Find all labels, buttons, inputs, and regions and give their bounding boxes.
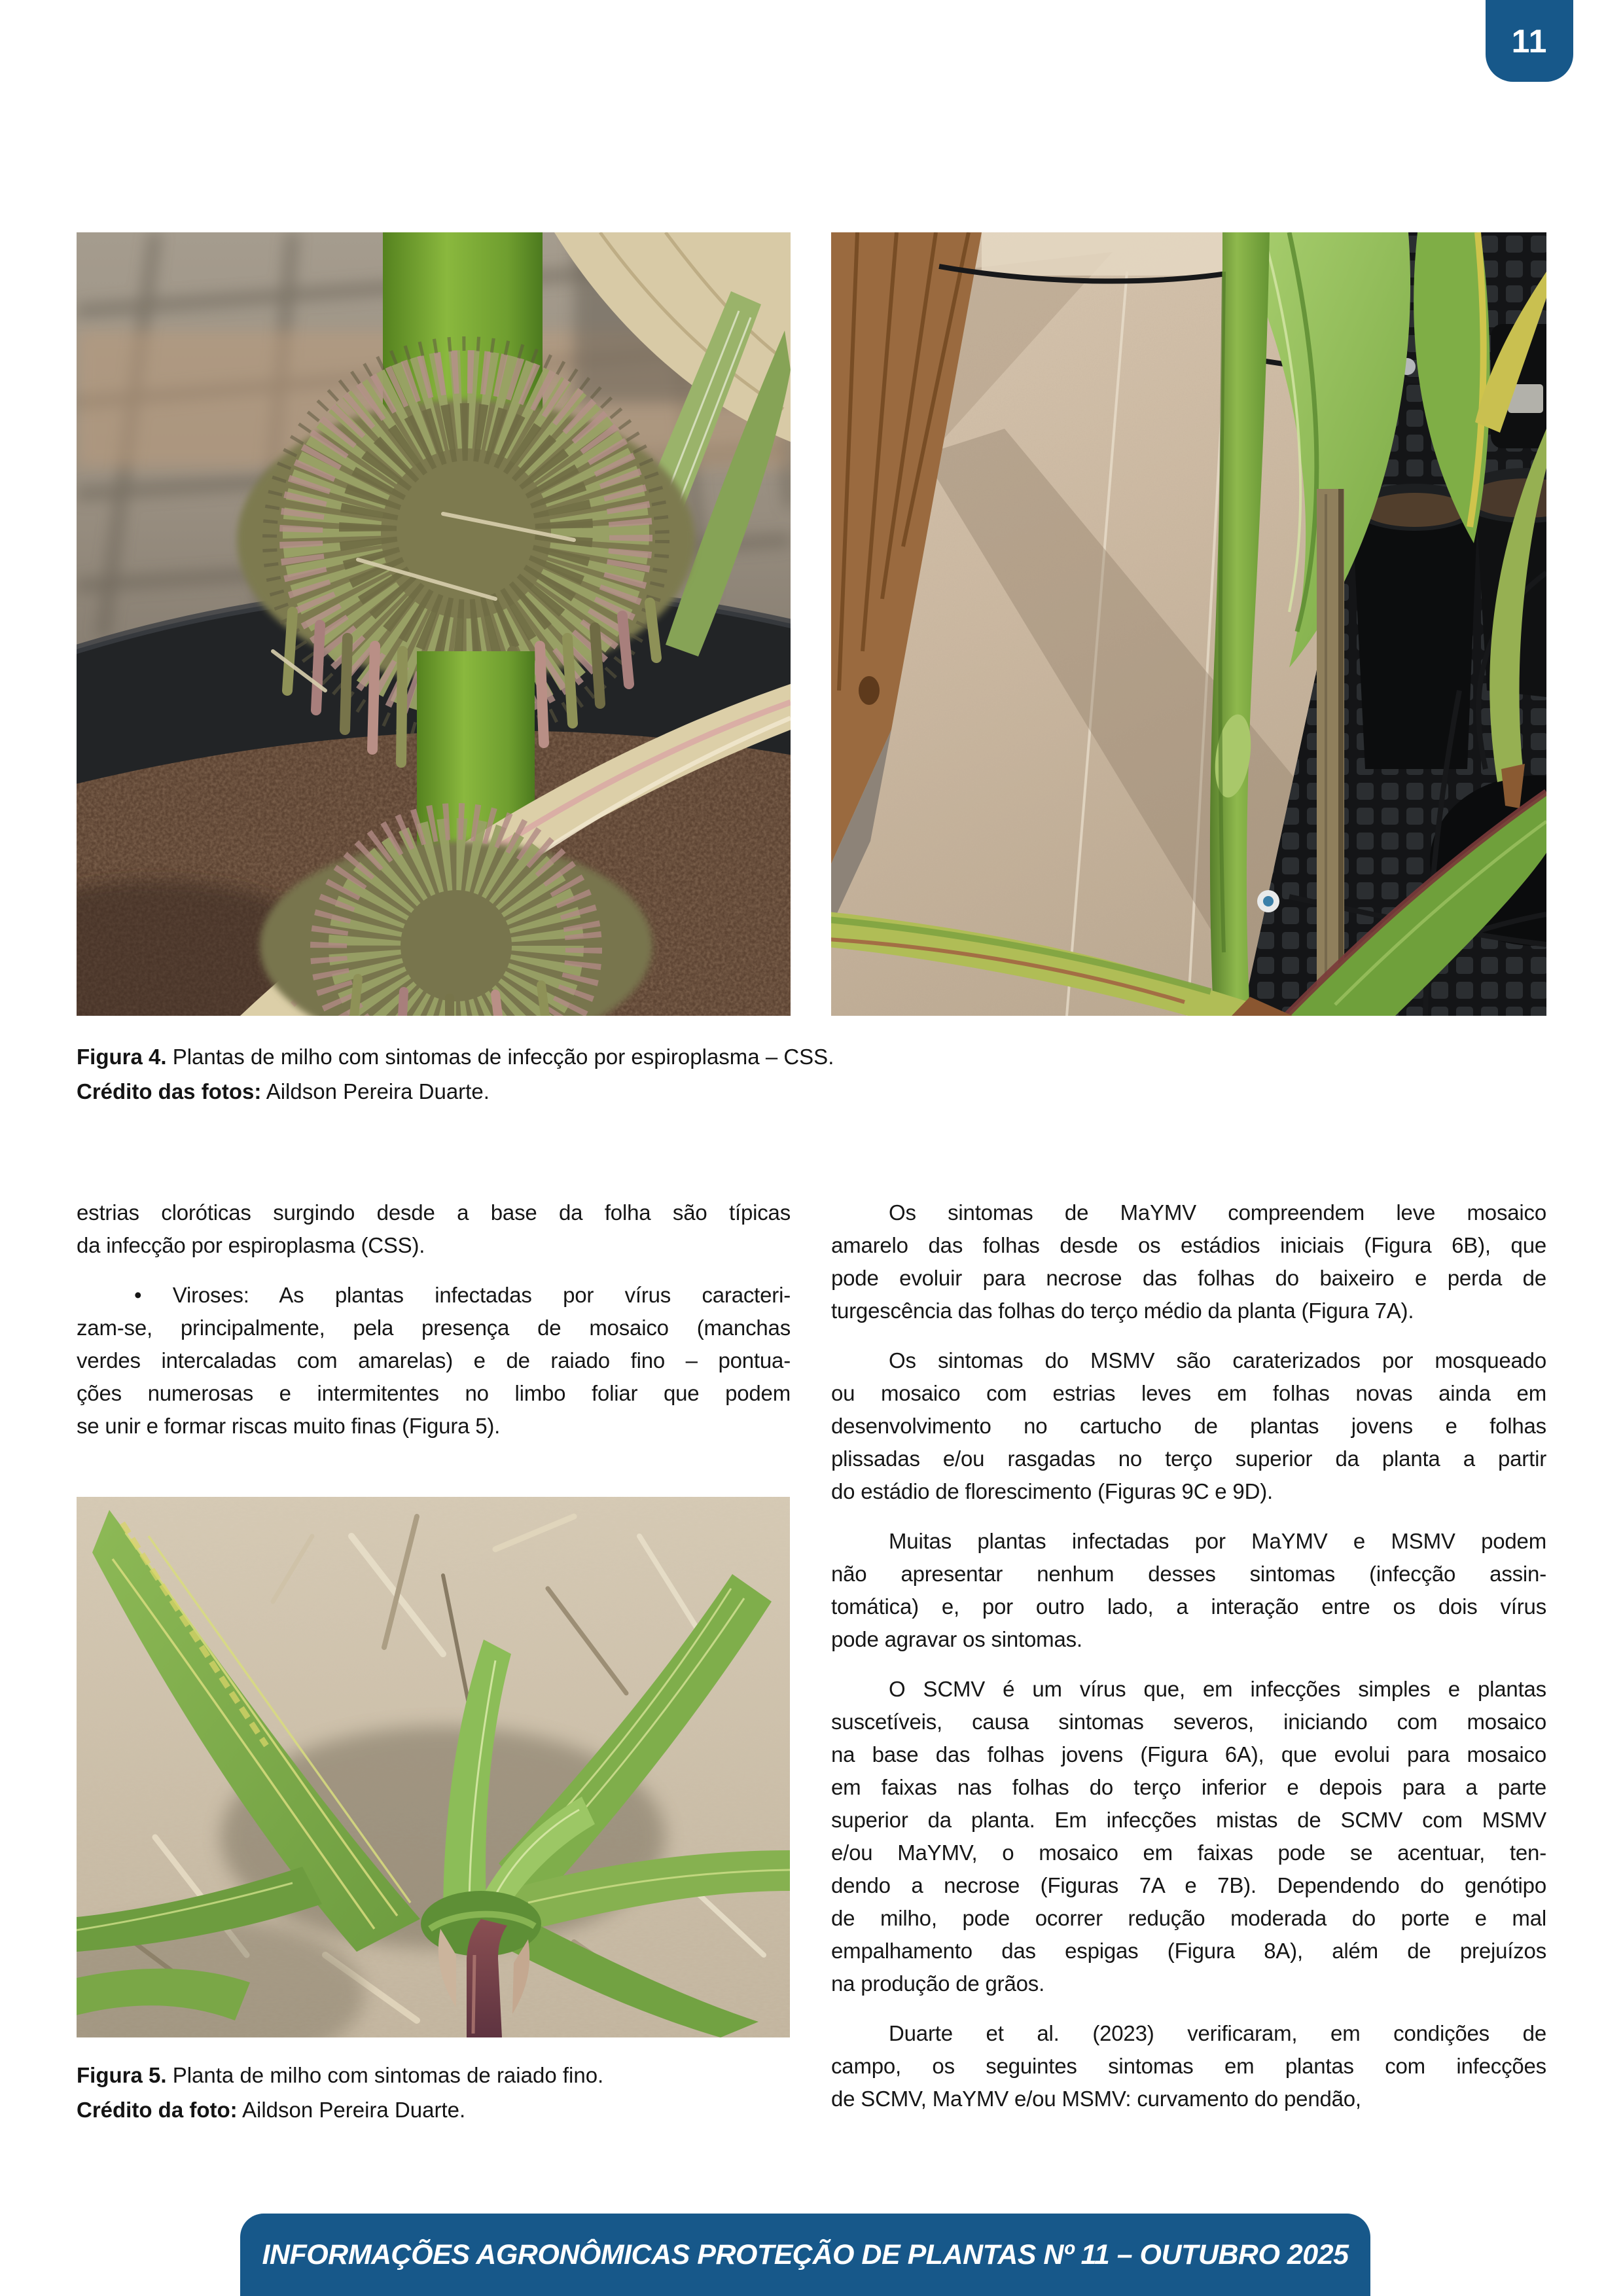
corn-stalk-galls-illustration [77, 232, 791, 1016]
paragraph [831, 1196, 1546, 1327]
text-line: ções numerosas e intermitentes no limbo foliar que podem [77, 1381, 791, 1405]
figure4-photo-left [77, 232, 791, 1016]
left-text-column [77, 1196, 791, 1443]
figure5-caption [77, 2058, 1546, 2127]
figure5-label: Figura 5. [77, 2063, 167, 2087]
paragraph [831, 1525, 1546, 1656]
text-line: na base das folhas jovens (Figura 6A), que evolui para mosaico [831, 1742, 1546, 1767]
figure4-label: Figura 4. [77, 1045, 167, 1069]
text-line: Os sintomas do MSMV são caraterizados por mosqueado [889, 1348, 1546, 1372]
paragraph [77, 1196, 791, 1262]
paragraph [831, 1344, 1546, 1508]
text-line: O SCMV é um vírus que, em infecções simples e plantas [889, 1677, 1546, 1701]
right-text-column [831, 1196, 1546, 2115]
text-line: suscetíveis, causa sintomas severos, iniciando com mosaico [831, 1710, 1546, 1734]
text-line: e/ou MaYMV, o mosaico em faixas pode se acentuar, ten- [831, 1840, 1546, 1865]
figure4-caption-line: Figura 4. Plantas de milho com sintomas de infecção por espiroplasma – CSS. [77, 1045, 834, 1069]
text-line: se unir e formar riscas muito finas (Figura 5). [77, 1414, 501, 1438]
text-line: desenvolvimento no cartucho de plantas jovens e folhas [831, 1414, 1546, 1438]
text-line: de SCMV, MaYMV e/ou MSMV: curvamento do pendão, [831, 2087, 1361, 2111]
text-line: não apresentar nenhum desses sintomas (infecção assin- [831, 1562, 1546, 1586]
text-line: Duarte et al. (2023) verificaram, em condições de [889, 2021, 1546, 2045]
figure4-photo-right [831, 232, 1546, 1016]
text-line: Muitas plantas infectadas por MaYMV e MSMV podem [889, 1529, 1546, 1553]
greenhouse-bench-illustration [831, 232, 1546, 1016]
text-line: na produção de grãos. [831, 1971, 1045, 1996]
page-number-badge [1486, 0, 1573, 82]
text-line: empalhamento das espigas (Figura 8A), além de prejuízos [831, 1939, 1546, 1963]
figure5-photo [77, 1497, 790, 2037]
text-line: da infecção por espiroplasma (CSS). [77, 1233, 425, 1257]
text-line: superior da planta. Em infecções mistas de SCMV com MSMV [831, 1808, 1546, 1832]
page-number: 11 [1511, 22, 1548, 60]
text-line: turgescência das folhas do terço médio da planta (Figura 7A). [831, 1299, 1414, 1323]
text-line: amarelo das folhas desde os estádios iniciais (Figura 6B), que [831, 1233, 1546, 1257]
footer-banner [240, 2214, 1370, 2296]
text-line: campo, os seguintes sintomas em plantas com infecções [831, 2054, 1546, 2078]
footer-text: INFORMAÇÕES AGRONÔMICAS PROTEÇÃO DE PLANTAS Nº 11 – OUTUBRO 2025 [262, 2238, 1349, 2270]
corn-plant-fine-streaks-illustration [77, 1497, 790, 2037]
text-line: tomática) e, por outro lado, a interação entre os dois vírus [831, 1594, 1546, 1619]
text-line: dendo a necrose (Figuras 7A e 7B). Dependendo do genótipo [831, 1873, 1546, 1897]
text-line: Os sintomas de MaYMV compreendem leve mosaico [889, 1200, 1546, 1225]
figure4-credit-line: Crédito das fotos: Aildson Pereira Duarte. [77, 1079, 490, 1103]
text-line: • Viroses: As plantas infectadas por vírus caracteri- [134, 1283, 791, 1307]
text-line: pode agravar os sintomas. [831, 1627, 1082, 1651]
text-line: em faixas nas folhas do terço inferior e depois para a parte [831, 1775, 1546, 1799]
text-line: verdes intercaladas com amarelas) e de raiado fino – pontua- [77, 1348, 791, 1372]
paragraph [831, 1673, 1546, 2000]
figure5-credit-label: Crédito da foto: [77, 2098, 238, 2122]
text-line: de milho, pode ocorrer redução moderada do porte e mal [831, 1906, 1546, 1930]
figure5-caption-line: Figura 5. Planta de milho com sintomas de raiado fino. [77, 2063, 604, 2087]
figure4-caption [77, 1039, 1546, 1109]
text-line: do estádio de florescimento (Figuras 9C e 9D). [831, 1479, 1273, 1503]
figure4-credit-label: Crédito das fotos: [77, 1079, 262, 1103]
text-line: zam-se, principalmente, pela presença de mosaico (manchas [77, 1316, 791, 1340]
text-line: ou mosaico com estrias leves em folhas novas ainda em [831, 1381, 1546, 1405]
text-line: plissadas e/ou rasgadas no terço superior da planta a partir [831, 1446, 1546, 1471]
figure5-credit-line: Crédito da foto: Aildson Pereira Duarte. [77, 2098, 466, 2122]
text-line: pode evoluir para necrose das folhas do baixeiro e perda de [831, 1266, 1546, 1290]
text-line: estrias cloróticas surgindo desde a base da folha são típicas [77, 1200, 791, 1225]
paragraph [77, 1279, 791, 1443]
